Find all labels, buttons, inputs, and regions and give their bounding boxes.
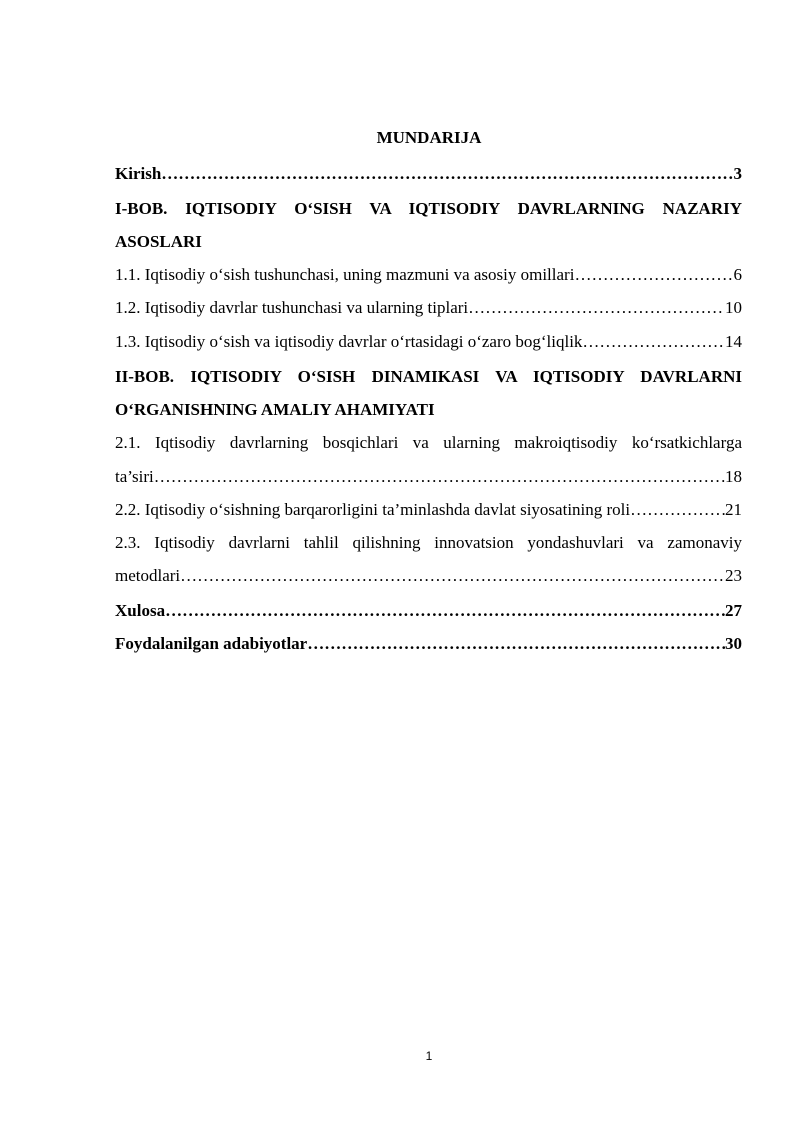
toc-entry-2-1-continued[interactable] [115,466,742,488]
toc-entry-1-1[interactable] [115,264,742,286]
toc-entry-2-1[interactable]: 2.1. Iqtisodiy davrlarning bosqichlari va ularning makroiqtisodiy ko‘rsatkichlarga [115,433,742,452]
page-title: MUNDARIJA [376,128,482,147]
toc-entry-label: metodlari [115,566,181,585]
dot-leader [582,331,725,353]
toc-entry-label: Xulosa [115,601,166,620]
dot-leader [165,600,725,622]
toc-entry-label: ta’siri [115,467,154,486]
toc-page-number: 6 [733,265,742,284]
page-number-footer: 1 [425,1049,433,1063]
dot-leader [154,466,725,488]
dot-leader [307,633,725,655]
toc-entry-1-3[interactable] [115,331,742,353]
toc-entry-2-3[interactable]: 2.3. Iqtisodiy davrlarni tahlil qilishning innovatsion yondashuvlari va zamonaviy [115,533,742,552]
toc-page-number: 18 [725,467,742,486]
toc-entry-1-2[interactable] [115,297,742,319]
toc-chapter-1-heading[interactable]: I-BOB. IQTISODIY O‘SISH VA IQTISODIY DAVRLARNING NAZARIY [115,199,742,218]
dot-leader [574,264,733,286]
dot-leader [161,163,733,185]
toc-entry-label: 2.2. Iqtisodiy o‘sishning barqarorligini ta’minlashda davlat siyosatining roli [115,500,631,519]
dot-leader [180,565,725,587]
toc-page-number: 30 [725,634,742,653]
toc-page-number: 23 [725,566,742,585]
dot-leader [468,297,725,319]
toc-page-number: 21 [725,500,742,519]
toc-page-number: 3 [733,164,742,183]
toc-chapter-2-heading[interactable]: II-BOB. IQTISODIY O‘SISH DINAMIKASI VA IQTISODIY DAVRLARNI [115,367,742,386]
toc-entry-label: 1.3. Iqtisodiy o‘sish va iqtisodiy davrlar o‘rtasidagi o‘zaro bog‘liqlik [115,332,583,351]
toc-entry-references[interactable] [115,633,742,655]
toc-entry-intro[interactable] [115,163,742,185]
toc-entry-label: 1.1. Iqtisodiy o‘sish tushunchasi, uning mazmuni va asosiy omillari [115,265,575,284]
toc-page-number: 10 [725,298,742,317]
toc-entry-label: Kirish [115,164,162,183]
toc-entry-2-2[interactable] [115,499,742,521]
toc-page-number: 27 [725,601,742,620]
toc-entry-label: 1.2. Iqtisodiy davrlar tushunchasi va ularning tiplari [115,298,469,317]
toc-page-number: 14 [725,332,742,351]
toc-chapter-1-heading-continued[interactable]: ASOSLARI [115,232,202,251]
toc-entry-label: Foydalanilgan adabiyotlar [115,634,308,653]
toc-chapter-2-heading-continued[interactable]: O‘RGANISHNING AMALIY AHAMIYATI [115,400,435,419]
dot-leader [630,499,725,521]
toc-entry-2-3-continued[interactable] [115,565,742,587]
toc-entry-conclusion[interactable] [115,600,742,622]
